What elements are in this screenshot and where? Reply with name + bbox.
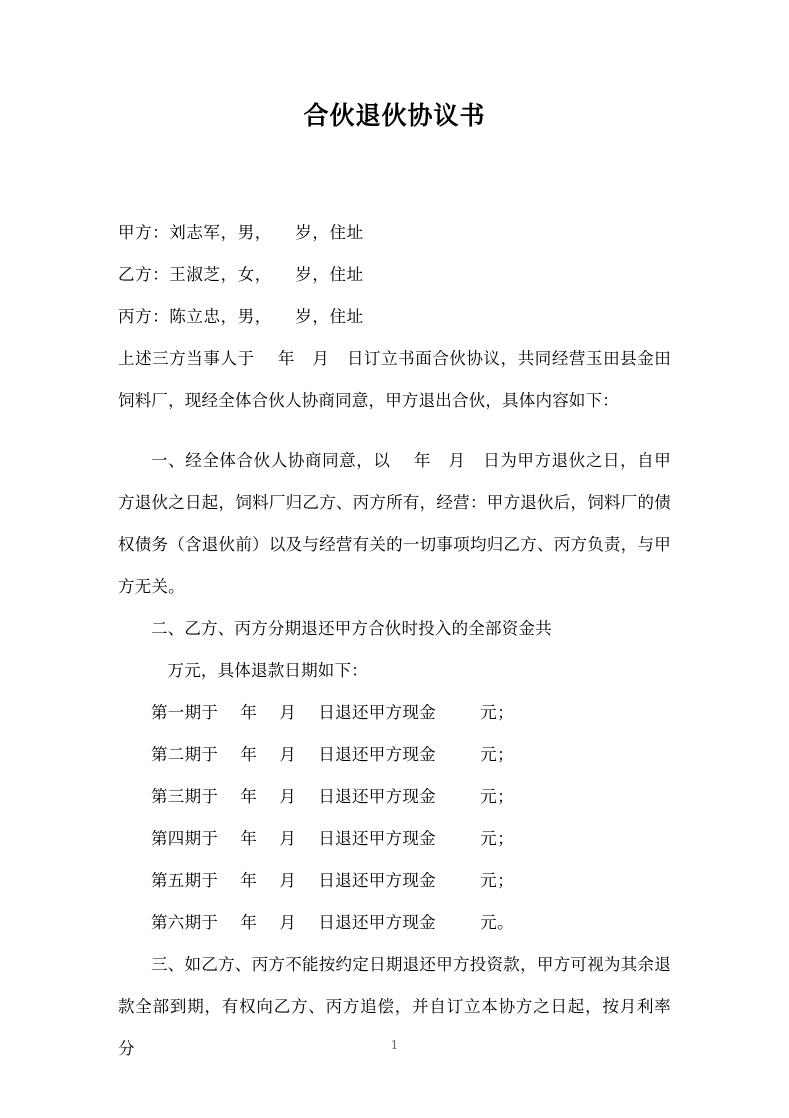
page-title: 合伙退伙协议书 [303,101,486,130]
paragraph-spacer [118,422,671,440]
clause-two-paragraph: 二、乙方、丙方分期退还甲方合伙时投入的全部资金共 [151,619,552,638]
clause-three-paragraph: 三、如乙方、丙方不能按约定日期退还甲方投资款，甲方可视为其余退款全部到期，有权向乙方、丙方追偿，并自订立本协方之日起，按月利率 分 [118,955,693,1058]
page-number-footer: 1 [390,1037,399,1052]
installment-row-4: 第四期于 年 月 日退还甲方现金 元； [151,829,514,848]
preamble-paragraph: 上述三方当事人于 年 月 日订立书面合伙协议，共同经营玉田县金田饲料厂，现经全体合伙人协商同意，甲方退出合伙，具体内容如下： [118,349,671,410]
installment-row-5: 第五期于 年 月 日退还甲方现金 元； [151,871,514,890]
installment-row-3: 第三期于 年 月 日退还甲方现金 元； [151,787,514,806]
installment-row-1: 第一期于 年 月 日退还甲方现金 元； [151,703,514,722]
party-line-yifang: 乙方：王淑芝，女， 岁，住址 [118,265,364,284]
installment-row-6: 第六期于 年 月 日退还甲方现金 元。 [151,913,514,932]
document-text-block [118,212,693,1070]
installment-row-2: 第二期于 年 月 日退还甲方现金 元； [151,745,514,764]
clause-two-continuation: 万元，具体退款日期如下： [167,661,368,680]
clause-one-paragraph: 一、经全体合伙人协商同意，以 年 月 日为甲方退伙之日，自甲方退伙之日起，饲料厂归乙方、丙方所有，经营：甲方退伙后，饲料厂的债权债务（含退伙前）以及与经营有关的一切事项均归乙方、丙方负责，与甲方无关。 [118,451,671,596]
party-line-jiafang: 甲方：刘志军，男， 岁，住址 [118,223,364,242]
party-line-bingfang: 丙方：陈立忠，男， 岁，住址 [118,307,364,326]
